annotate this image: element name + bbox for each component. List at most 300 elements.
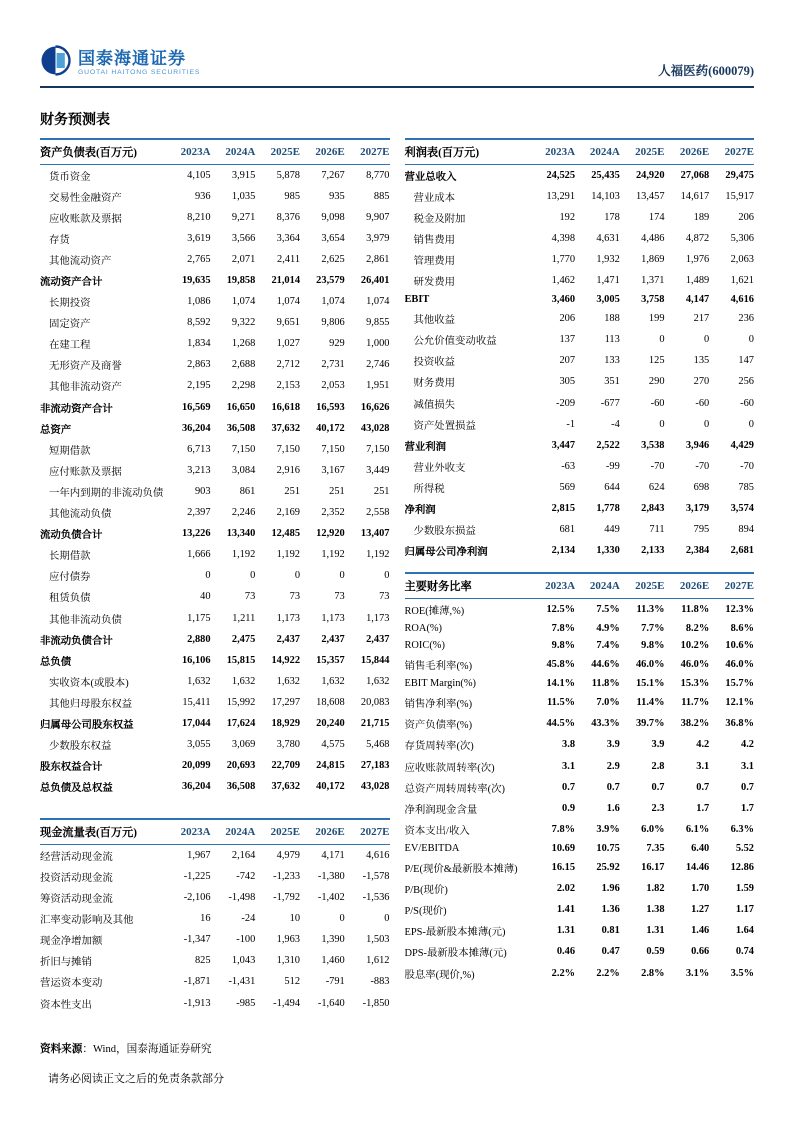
- cell-value: 46.0%: [635, 659, 665, 671]
- year-column-header: 2025E: [620, 573, 665, 598]
- row-label: 资产负债率(%): [404, 720, 473, 732]
- table-row: [405, 941, 755, 962]
- table-title: 主要财务比率: [405, 573, 531, 598]
- table-row: [405, 207, 755, 228]
- cell-value: 3.9: [606, 739, 620, 751]
- row-label: 总资产: [40, 424, 72, 436]
- cell-value: 251: [373, 485, 390, 497]
- year-column-header: 2024A: [575, 139, 620, 164]
- cell-value: 1,963: [276, 934, 301, 946]
- cell-value: 27,183: [360, 760, 390, 772]
- row-label: 税金及附加: [413, 213, 466, 225]
- cell-value: 2,133: [641, 545, 665, 557]
- cell-value: 1,770: [551, 253, 576, 265]
- data-table: [405, 138, 755, 561]
- cell-value: 7.35: [646, 842, 665, 854]
- year-column-header: 2023A: [530, 139, 575, 164]
- cell-value: 0: [384, 913, 390, 925]
- cell-value: 624: [648, 481, 665, 493]
- cell-value: -70: [695, 460, 710, 472]
- cell-value: 2,625: [321, 253, 345, 265]
- cell-value: 1,976: [685, 253, 710, 265]
- year-column-header: 2026E: [665, 573, 710, 598]
- cell-value: 1.46: [691, 925, 710, 937]
- cell-value: 4,429: [730, 439, 754, 451]
- row-label: 现金净增加额: [40, 936, 103, 948]
- cell-value: 290: [648, 376, 665, 388]
- table-row: [40, 908, 390, 929]
- cell-value: 1.38: [646, 904, 665, 916]
- cell-value: 2,688: [231, 359, 256, 371]
- table-row: [405, 456, 755, 477]
- table-row: [405, 756, 755, 777]
- table-row: [405, 654, 755, 675]
- cell-value: 1,192: [321, 549, 345, 561]
- cell-value: 37,632: [271, 422, 301, 434]
- cell-value: 9,907: [366, 211, 390, 223]
- cell-value: 0.66: [691, 946, 710, 958]
- table-row: [40, 418, 390, 439]
- cell-value: 3,460: [551, 294, 576, 306]
- cell-value: 1,666: [187, 549, 211, 561]
- cell-value: 270: [693, 376, 710, 388]
- cell-value: 1,612: [366, 955, 390, 967]
- row-label: 研发费用: [413, 277, 456, 289]
- cell-value: 19,858: [226, 275, 256, 287]
- cell-value: 2,863: [187, 359, 211, 371]
- table-row: [40, 460, 390, 481]
- table-row: [40, 629, 390, 650]
- table-row: [405, 186, 755, 207]
- cell-value: 1,211: [232, 612, 256, 624]
- table-row: [40, 164, 390, 186]
- cell-value: 1,390: [321, 934, 345, 946]
- table-row: [40, 650, 390, 671]
- data-table: [40, 138, 390, 797]
- cell-value: 2,134: [551, 545, 576, 557]
- table-header-row: [405, 573, 755, 598]
- cell-value: 206: [559, 313, 576, 325]
- year-column-header: 2027E: [345, 819, 390, 844]
- year-column-header: 2026E: [300, 139, 345, 164]
- cell-value: -1,536: [362, 892, 390, 904]
- cell-value: 0: [659, 418, 665, 430]
- cell-value: 1,173: [321, 612, 345, 624]
- cell-value: 44.6%: [591, 659, 620, 671]
- cell-value: 29,475: [725, 169, 754, 181]
- table-row: [40, 439, 390, 460]
- cell-value: 1,460: [321, 955, 345, 967]
- cell-value: 26,401: [360, 275, 390, 287]
- row-label: 公允价值变动收益: [413, 336, 497, 348]
- cell-value: 18,608: [316, 696, 345, 708]
- cell-value: 9,855: [366, 317, 390, 329]
- row-label: 短期借款: [49, 445, 91, 457]
- cell-value: 20,099: [181, 760, 211, 772]
- table-row: [40, 249, 390, 270]
- cell-value: 11.7%: [681, 697, 710, 709]
- cell-value: 2,169: [276, 507, 301, 519]
- brand: [40, 45, 200, 81]
- cell-value: 2,843: [641, 503, 665, 515]
- row-label: 股东权益合计: [40, 762, 103, 774]
- table-row: [405, 228, 755, 249]
- cell-value: 1,632: [276, 675, 301, 687]
- table-row: [405, 540, 755, 561]
- cell-value: 37,632: [271, 781, 301, 793]
- cell-value: 2,397: [187, 507, 211, 519]
- row-label: 非流动负债合计: [40, 635, 113, 647]
- row-label: 归属母公司股东权益: [40, 719, 134, 731]
- cell-value: 4.2: [696, 739, 710, 751]
- row-label: 投资收益: [413, 357, 456, 369]
- row-label: DPS-最新股本摊薄(元): [404, 948, 507, 960]
- cell-value: 885: [373, 190, 390, 202]
- cell-value: 2,522: [596, 439, 620, 451]
- cell-value: 9,806: [321, 317, 345, 329]
- cell-value: 1.41: [556, 904, 576, 916]
- cell-value: 9.8%: [551, 640, 576, 652]
- cell-value: 15,917: [725, 190, 754, 202]
- cell-value: 1,778: [596, 503, 620, 515]
- row-label: ROIC(%): [404, 640, 445, 652]
- table-row: [405, 164, 755, 186]
- cell-value: -791: [325, 976, 345, 988]
- row-label: 固定资产: [49, 319, 91, 331]
- cell-value: 4.9%: [596, 622, 620, 634]
- table-row: [40, 887, 390, 908]
- row-label: 货币资金: [49, 171, 91, 183]
- table-row: [405, 308, 755, 329]
- cell-value: 5.52: [735, 842, 754, 854]
- cell-value: 1.82: [646, 883, 665, 895]
- cell-value: 20,693: [226, 760, 256, 772]
- cell-value: 6,713: [187, 443, 211, 455]
- cell-value: 0: [294, 570, 301, 582]
- cell-value: 189: [693, 211, 710, 223]
- year-column-header: 2024A: [575, 573, 620, 598]
- cell-value: 44.5%: [546, 718, 576, 730]
- table-row: [40, 734, 390, 755]
- cell-value: 2.3: [651, 802, 665, 814]
- cell-value: 1,834: [187, 338, 211, 350]
- cell-value: 0: [384, 570, 390, 582]
- cell-value: 7,267: [321, 169, 345, 181]
- cell-value: 46.0%: [680, 659, 710, 671]
- cell-value: -2,106: [183, 892, 211, 904]
- cell-value: 936: [194, 190, 211, 202]
- cell-value: 3,364: [276, 232, 301, 244]
- cell-value: 39.7%: [635, 718, 665, 730]
- cell-value: 861: [239, 485, 256, 497]
- row-label: 非流动资产合计: [40, 403, 113, 415]
- row-label: 应收账款及票据: [49, 213, 122, 225]
- cell-value: -63: [561, 460, 576, 472]
- table-row: [40, 671, 390, 692]
- table-row: [405, 270, 755, 291]
- cell-value: 4,631: [596, 232, 620, 244]
- cell-value: 3,213: [187, 464, 211, 476]
- table-row: [405, 734, 755, 755]
- cell-value: -1,380: [317, 870, 345, 882]
- income-statement-table: [405, 138, 755, 561]
- cell-value: 12.3%: [725, 603, 754, 615]
- cell-value: 3,780: [276, 739, 301, 751]
- table-header-row: [40, 139, 390, 164]
- table-row: [40, 544, 390, 565]
- cell-value: 2,765: [187, 253, 211, 265]
- cell-value: 1,632: [187, 675, 211, 687]
- cell-value: 1.7: [741, 802, 754, 814]
- table-row: [40, 755, 390, 776]
- cell-value: 1.70: [691, 883, 710, 895]
- cell-value: 1,192: [366, 549, 390, 561]
- cell-value: 15,357: [316, 654, 345, 666]
- cell-value: 644: [604, 481, 620, 493]
- row-label: 租赁负债: [49, 593, 91, 605]
- cell-value: 569: [559, 481, 576, 493]
- row-label: 少数股东损益: [413, 526, 476, 538]
- cell-value: 3.9: [651, 739, 665, 751]
- cell-value: 4.2: [741, 739, 754, 751]
- row-label: 总负债: [40, 656, 72, 668]
- cell-value: 2,164: [231, 849, 256, 861]
- table-row: [40, 333, 390, 354]
- cell-value: 73: [289, 591, 301, 603]
- cell-value: 0: [704, 334, 710, 346]
- cell-value: -1,402: [317, 892, 345, 904]
- cell-value: 7.5%: [596, 603, 620, 615]
- cell-value: 1,173: [276, 612, 301, 624]
- cell-value: 3,447: [551, 439, 576, 451]
- financial-ratios-table: [405, 572, 755, 983]
- cell-value: -209: [556, 397, 576, 409]
- cell-value: 0.7: [696, 781, 710, 793]
- source-label: 资料来源: [40, 1043, 83, 1055]
- row-label: 其他非流动负债: [49, 614, 122, 626]
- cell-value: -60: [695, 397, 710, 409]
- cell-value: 2,746: [366, 359, 390, 371]
- row-label: 汇率变动影响及其他: [40, 915, 134, 927]
- row-label: P/B(现价): [404, 885, 448, 897]
- cell-value: 8.2%: [685, 622, 710, 634]
- cell-value: 40,172: [316, 422, 345, 434]
- cell-value: 16,106: [181, 654, 211, 666]
- cell-value: 3.1: [696, 760, 710, 772]
- table-row: [405, 840, 755, 857]
- table-title: 现金流量表(百万元): [40, 819, 166, 844]
- cell-value: 2,437: [321, 633, 345, 645]
- cell-value: -1,225: [183, 870, 211, 882]
- cell-value: 0.81: [601, 925, 620, 937]
- cell-value: 73: [244, 591, 256, 603]
- cell-value: 8,210: [187, 211, 211, 223]
- cell-value: 894: [738, 524, 754, 536]
- cell-value: 207: [559, 355, 576, 367]
- cell-value: 125: [648, 355, 665, 367]
- cell-value: 7,150: [366, 443, 390, 455]
- cell-value: 188: [604, 313, 620, 325]
- row-label: 经营活动现金流: [40, 851, 113, 863]
- year-column-header: 2024A: [211, 139, 256, 164]
- cell-value: 2,815: [551, 503, 576, 515]
- row-label: 销售净利率(%): [404, 699, 473, 711]
- cell-value: 178: [604, 211, 620, 223]
- cell-value: 10: [289, 913, 301, 925]
- year-column-header: 2025E: [255, 139, 300, 164]
- cell-value: 6.0%: [641, 823, 665, 835]
- cell-value: 10.75: [596, 842, 620, 854]
- cell-value: 12,485: [271, 528, 301, 540]
- brand-subtitle: GUOTAI HAITONG SECURITIES: [78, 69, 201, 77]
- row-label: 财务费用: [413, 378, 456, 390]
- table-row: [405, 477, 755, 498]
- cell-value: 9,271: [231, 211, 256, 223]
- cell-value: 113: [604, 334, 620, 346]
- cell-value: 903: [194, 485, 211, 497]
- cell-value: 2.2%: [596, 967, 620, 979]
- cell-value: 16,626: [360, 401, 390, 413]
- cell-value: 3.5%: [730, 967, 754, 979]
- table-row: [40, 375, 390, 396]
- cell-value: -70: [650, 460, 665, 472]
- cell-value: -883: [370, 976, 390, 988]
- cell-value: 4,575: [321, 739, 345, 751]
- cell-value: 9,322: [231, 317, 256, 329]
- cell-value: 2.8: [651, 760, 665, 772]
- cell-value: 4,398: [551, 232, 576, 244]
- cell-value: 0: [339, 570, 345, 582]
- cell-value: 1,192: [231, 549, 256, 561]
- cell-value: 4,616: [366, 849, 390, 861]
- cell-value: 1,035: [231, 190, 256, 202]
- year-column-header: 2026E: [300, 819, 345, 844]
- row-label: 销售费用: [413, 234, 456, 246]
- row-label: 归属母公司净利润: [404, 547, 488, 559]
- row-label: 交易性金融资产: [49, 192, 122, 204]
- cell-value: 206: [738, 211, 754, 223]
- table-row: [40, 586, 390, 607]
- cell-value: 27,068: [680, 169, 710, 181]
- table-row: [405, 291, 755, 308]
- year-column-header: 2023A: [530, 573, 575, 598]
- cell-value: 929: [329, 338, 345, 350]
- cell-value: 10.2%: [680, 640, 710, 652]
- table-header-row: [405, 139, 755, 164]
- cell-value: -1,850: [362, 997, 390, 1009]
- cell-value: -24: [241, 913, 256, 925]
- cell-value: 1,932: [596, 253, 620, 265]
- cell-value: 0: [748, 334, 754, 346]
- cell-value: 0.47: [601, 946, 620, 958]
- cell-value: 8,592: [187, 317, 211, 329]
- cell-value: 251: [329, 485, 345, 497]
- cell-value: 15.7%: [725, 678, 754, 690]
- cell-value: 1.27: [691, 904, 710, 916]
- cell-value: 3,915: [231, 169, 256, 181]
- cell-value: 8,376: [276, 211, 301, 223]
- cell-value: 174: [648, 211, 665, 223]
- cell-value: -1,347: [183, 934, 211, 946]
- cell-value: 24,815: [316, 760, 345, 772]
- table-row: [40, 713, 390, 734]
- data-table: [405, 572, 755, 983]
- row-label: 其他归母股东权益: [49, 698, 133, 710]
- cell-value: 0: [748, 418, 754, 430]
- cell-value: 2,246: [231, 507, 256, 519]
- year-column-header: 2027E: [709, 573, 754, 598]
- cell-value: 3,084: [231, 464, 256, 476]
- table-row: [40, 565, 390, 586]
- cell-value: 199: [648, 313, 665, 325]
- cell-value: 24,920: [635, 169, 665, 181]
- cell-value: 14,617: [680, 190, 710, 202]
- cell-value: -1,494: [273, 997, 301, 1009]
- cell-value: 2,352: [321, 507, 345, 519]
- year-column-header: 2023A: [166, 139, 211, 164]
- cell-value: 20,083: [360, 696, 390, 708]
- table-row: [405, 675, 755, 692]
- cell-value: -1,913: [183, 997, 211, 1009]
- cell-value: 11.8%: [591, 678, 620, 690]
- cell-value: 36,508: [226, 422, 256, 434]
- cell-value: -1,431: [228, 976, 256, 988]
- cell-value: 5,878: [276, 169, 301, 181]
- cell-value: 3,069: [231, 739, 256, 751]
- page-title: 财务预测表: [40, 113, 110, 128]
- cell-value: 12.5%: [546, 603, 576, 615]
- year-column-header: 2027E: [709, 139, 754, 164]
- cell-value: 3,538: [641, 439, 665, 451]
- cell-value: 0.7: [562, 781, 576, 793]
- cell-value: 1,173: [366, 612, 390, 624]
- cell-value: 1,330: [596, 545, 620, 557]
- cell-value: 1,489: [685, 275, 710, 287]
- cell-value: 16.15: [551, 862, 576, 874]
- cell-value: -1,640: [317, 997, 345, 1009]
- table-row: [405, 620, 755, 637]
- cell-value: 1,632: [231, 675, 256, 687]
- cell-value: 251: [284, 485, 301, 497]
- row-label: 折旧与摊销: [40, 957, 92, 969]
- cell-value: -1: [566, 418, 576, 430]
- cell-value: 0.9: [562, 802, 576, 814]
- cell-value: 3.1: [562, 760, 576, 772]
- row-label: 净利润现金含量: [404, 804, 478, 816]
- cell-value: 2,681: [730, 545, 754, 557]
- brand-text: [78, 50, 200, 77]
- cell-value: 3,179: [685, 503, 710, 515]
- table-row: [405, 777, 755, 798]
- cell-value: 7.8%: [551, 823, 576, 835]
- cell-value: 0: [704, 418, 710, 430]
- cell-value: 1,621: [730, 275, 754, 287]
- table-row: [40, 776, 390, 797]
- table-row: [405, 899, 755, 920]
- cell-value: 3,566: [231, 232, 256, 244]
- cell-value: 1,074: [321, 296, 345, 308]
- cell-value: 18,929: [271, 717, 301, 729]
- year-column-header: 2025E: [620, 139, 665, 164]
- tables-area: [40, 138, 754, 1056]
- cell-value: 2,916: [276, 464, 301, 476]
- cell-value: -60: [650, 397, 665, 409]
- cell-value: 1,000: [366, 338, 390, 350]
- cell-value: 1.7: [696, 802, 710, 814]
- cell-value: 21,014: [271, 275, 301, 287]
- cell-value: 825: [194, 955, 211, 967]
- table-row: [405, 414, 755, 435]
